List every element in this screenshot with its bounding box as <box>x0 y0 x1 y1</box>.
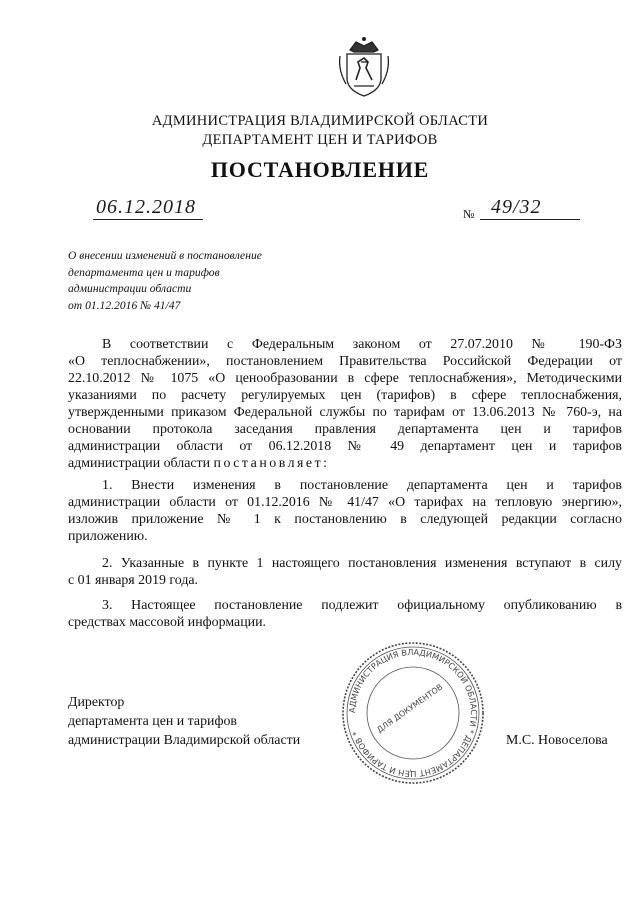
body-line: администрации области от 01.12.2016 № 41/47 «О тарифах на тепловую энергию», <box>68 495 622 510</box>
body-line: «О теплоснабжении», постановлением Правительства Российской Федерации от <box>68 354 622 369</box>
body-line: с 01 января 2019 года. <box>68 573 199 588</box>
body-line: 1. Внести изменения в постановление департамента цен и тарифов <box>102 478 622 493</box>
body-line: 3. Настоящее постановление подлежит официальному опубликованию в <box>102 598 622 613</box>
signatory-administration: администрации Владимирской области <box>68 733 301 748</box>
signatory-department: департамента цен и тарифов <box>68 714 237 729</box>
body-line: основании протокола заседания правления департамента цен и тарифов <box>68 422 622 437</box>
body-line: 2. Указанные в пункте 1 настоящего постановления изменения вступают в силу <box>102 556 622 571</box>
subject-line: администрации области <box>68 282 192 295</box>
signatory-name: М.С. Новоселова <box>506 733 608 748</box>
document-date: 06.12.2018 <box>96 196 196 218</box>
subject-line: от 01.12.2016 № 41/47 <box>68 298 181 312</box>
subject-line: О внесении изменений в постановление <box>68 249 262 262</box>
body-line: приложению. <box>68 529 148 544</box>
date-underline <box>93 219 203 220</box>
document-title: ПОСТАНОВЛЕНИЕ <box>210 157 430 182</box>
body-line: администрации области от 06.12.2018 № 49 департамент цен и тарифов <box>68 439 622 454</box>
body-line <box>68 455 622 472</box>
stamp-ring-text: АДМИНИСТРАЦИЯ ВЛАДИМИРСКОЙ ОБЛАСТИ * ДЕПАРТАМЕНТ ЦЕН И ТАРИФОВ * <box>346 646 480 780</box>
body-line: средствах массовой информации. <box>68 615 266 630</box>
header-administration: АДМИНИСТРАЦИЯ ВЛАДИМИРСКОЙ ОБЛАСТИ <box>151 113 489 129</box>
stamp-center-text: ДЛЯ ДОКУМЕНТОВ <box>375 682 445 735</box>
coat-of-arms-icon <box>334 36 394 98</box>
body-line: изложив приложение № 1 к постановлению в следующей редакции согласно <box>68 512 622 527</box>
body-line: В соответствии с Федеральным законом от 27.07.2010 № 190-ФЗ <box>102 337 622 352</box>
number-label: № <box>463 207 475 221</box>
subject-line: департамента цен и тарифов <box>68 265 220 279</box>
body-line: указаниями по расчету регулируемых цен (тарифов) в сфере теплоснабжения, <box>68 388 622 403</box>
number-underline <box>480 219 580 220</box>
body-line-prefix: администрации области <box>68 456 214 471</box>
header-department: ДЕПАРТАМЕНТ ЦЕН И ТАРИФОВ <box>202 132 438 148</box>
resolves-word: постановляет: <box>213 456 330 471</box>
document-subject <box>68 248 328 314</box>
document-number: 49/32 <box>491 196 542 218</box>
signatory-title: Директор <box>68 695 125 710</box>
body-line: 22.10.2012 № 1075 «О ценообразовании в сфере теплоснабжения», Методическими <box>68 371 622 386</box>
body-line: утвержденными приказом Федеральной службы по тарифам от 13.06.2013 № 760-э, на <box>68 405 622 420</box>
official-stamp-icon <box>340 640 486 786</box>
